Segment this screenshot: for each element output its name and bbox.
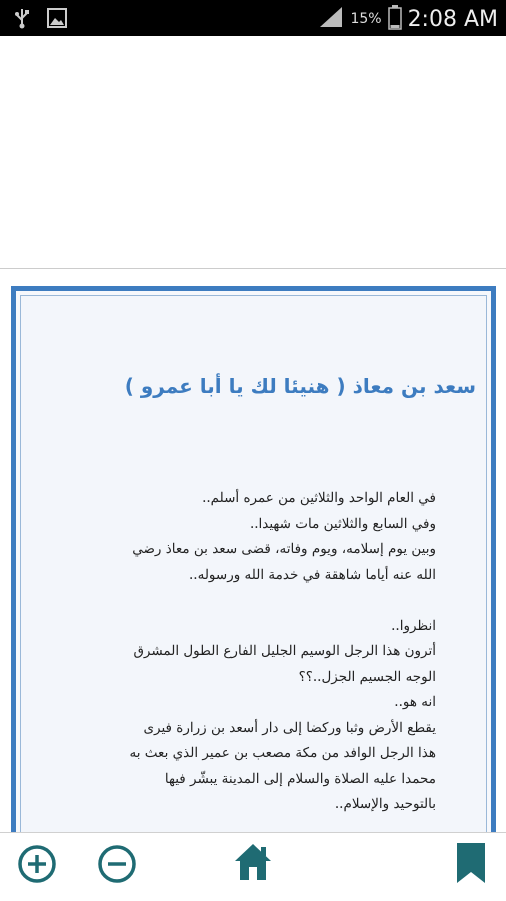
usb-icon	[14, 7, 30, 33]
clock: 2:08 AM	[407, 6, 498, 32]
zoom-out-icon	[96, 843, 138, 885]
article-line: انظروا..	[391, 617, 436, 634]
article-line: محمدا عليه الصلاة والسلام إلى المدينة يبشّر فيها	[164, 770, 436, 787]
article-line: بالتوحيد والإسلام..	[334, 796, 436, 812]
bookmark-button[interactable]	[454, 841, 488, 889]
blank-area	[0, 36, 506, 269]
battery-percent: 15%	[350, 11, 382, 27]
home-button[interactable]	[232, 841, 274, 887]
zoom-in-button[interactable]	[16, 843, 58, 889]
article-line: هذا الرجل الوافد من مكة مصعب بن عمير الذي بعث به	[129, 745, 436, 761]
article-line: وفي السابع والثلاثين مات شهيدا..	[249, 515, 436, 532]
article-line: الله عنه أياما شاهقة في خدمة الله ورسوله..	[189, 566, 436, 583]
bookmark-icon	[454, 841, 488, 885]
article-line: في العام الواحد والثلاثين من عمره أسلم..	[202, 490, 436, 506]
home-icon	[232, 841, 274, 883]
article-title: سعد بن معاذ ( هنيئا لك يا أبا عمرو )	[124, 374, 476, 398]
zoom-in-icon	[16, 843, 58, 885]
signal-icon	[318, 5, 344, 33]
bottom-toolbar	[0, 832, 506, 901]
zoom-out-button[interactable]	[96, 843, 138, 889]
battery-icon	[388, 4, 402, 34]
article-line: أترون هذا الرجل الوسيم الجليل الفارع الطول المشرق	[133, 643, 436, 659]
article-body[interactable]	[40, 486, 436, 818]
article-line	[40, 588, 436, 614]
article-line: يقطع الأرض وثبا وركضا إلى دار أسعد بن زرارة فيرى	[143, 719, 436, 736]
article-line: انه هو..	[394, 694, 436, 710]
image-icon	[46, 7, 68, 33]
article-line: الوجه الجسيم الجزل..؟؟	[298, 668, 436, 685]
status-bar	[0, 0, 506, 36]
article-line: وبين يوم إسلامه، ويوم وفاته، قضى سعد بن معاذ رضي	[132, 541, 436, 557]
